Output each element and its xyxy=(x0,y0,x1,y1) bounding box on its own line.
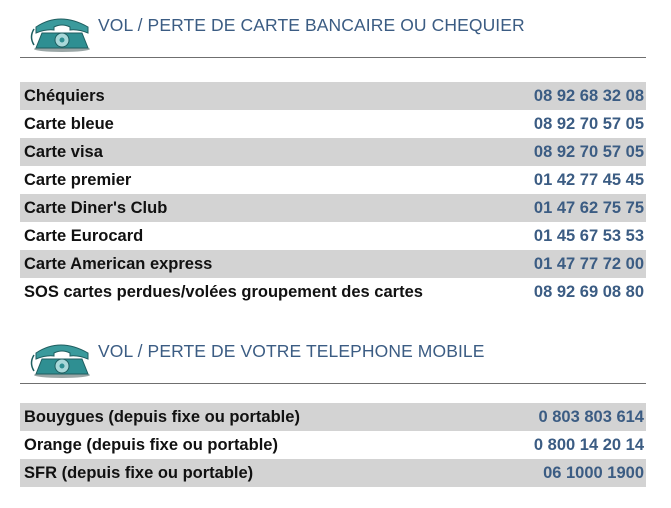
table-row xyxy=(20,82,646,110)
row-label: Chéquiers xyxy=(24,87,105,105)
telephone-icon xyxy=(26,7,94,53)
phone-number: 0 803 803 614 xyxy=(538,408,644,426)
section-title: VOL / PERTE DE VOTRE TELEPHONE MOBILE xyxy=(98,341,485,361)
table-row xyxy=(20,166,646,194)
phone-number: 01 47 77 72 00 xyxy=(533,255,644,273)
table-row xyxy=(20,250,646,278)
phone-table xyxy=(20,82,646,306)
phone-table xyxy=(20,403,646,487)
row-label: Carte Diner's Club xyxy=(24,199,168,217)
row-label: Carte visa xyxy=(24,143,103,161)
section-header xyxy=(0,326,671,386)
phone-number: 08 92 70 57 05 xyxy=(533,115,644,133)
table-row xyxy=(20,278,646,306)
table-row xyxy=(20,403,646,431)
divider xyxy=(20,383,646,384)
row-label: Bouygues (depuis fixe ou portable) xyxy=(24,408,300,426)
phone-number: 01 47 62 75 75 xyxy=(533,199,644,217)
phone-number: 08 92 69 08 80 xyxy=(533,283,644,301)
row-label: Orange (depuis fixe ou portable) xyxy=(24,436,278,454)
table-row xyxy=(20,431,646,459)
phone-number: 06 1000 1900 xyxy=(543,464,644,482)
section-title: VOL / PERTE DE CARTE BANCAIRE OU CHEQUIER xyxy=(98,15,525,35)
table-row xyxy=(20,110,646,138)
row-label: Carte Eurocard xyxy=(24,227,144,245)
section-header xyxy=(0,0,671,60)
phone-number: 0 800 14 20 14 xyxy=(533,436,644,454)
row-label: Carte American express xyxy=(24,255,213,273)
table-row xyxy=(20,138,646,166)
table-row xyxy=(20,194,646,222)
phone-number: 08 92 70 57 05 xyxy=(533,143,644,161)
row-label: Carte bleue xyxy=(24,115,114,133)
section-mobile-phone xyxy=(0,326,671,482)
table-row xyxy=(20,222,646,250)
row-label: SFR (depuis fixe ou portable) xyxy=(24,464,254,482)
telephone-icon xyxy=(26,333,94,379)
phone-number: 01 42 77 45 45 xyxy=(533,171,644,189)
divider xyxy=(20,57,646,58)
table-row xyxy=(20,459,646,487)
phone-number: 08 92 68 32 08 xyxy=(533,87,644,105)
phone-number: 01 45 67 53 53 xyxy=(533,227,644,245)
row-label: Carte premier xyxy=(24,171,132,189)
row-label: SOS cartes perdues/volées groupement des cartes xyxy=(24,283,423,301)
